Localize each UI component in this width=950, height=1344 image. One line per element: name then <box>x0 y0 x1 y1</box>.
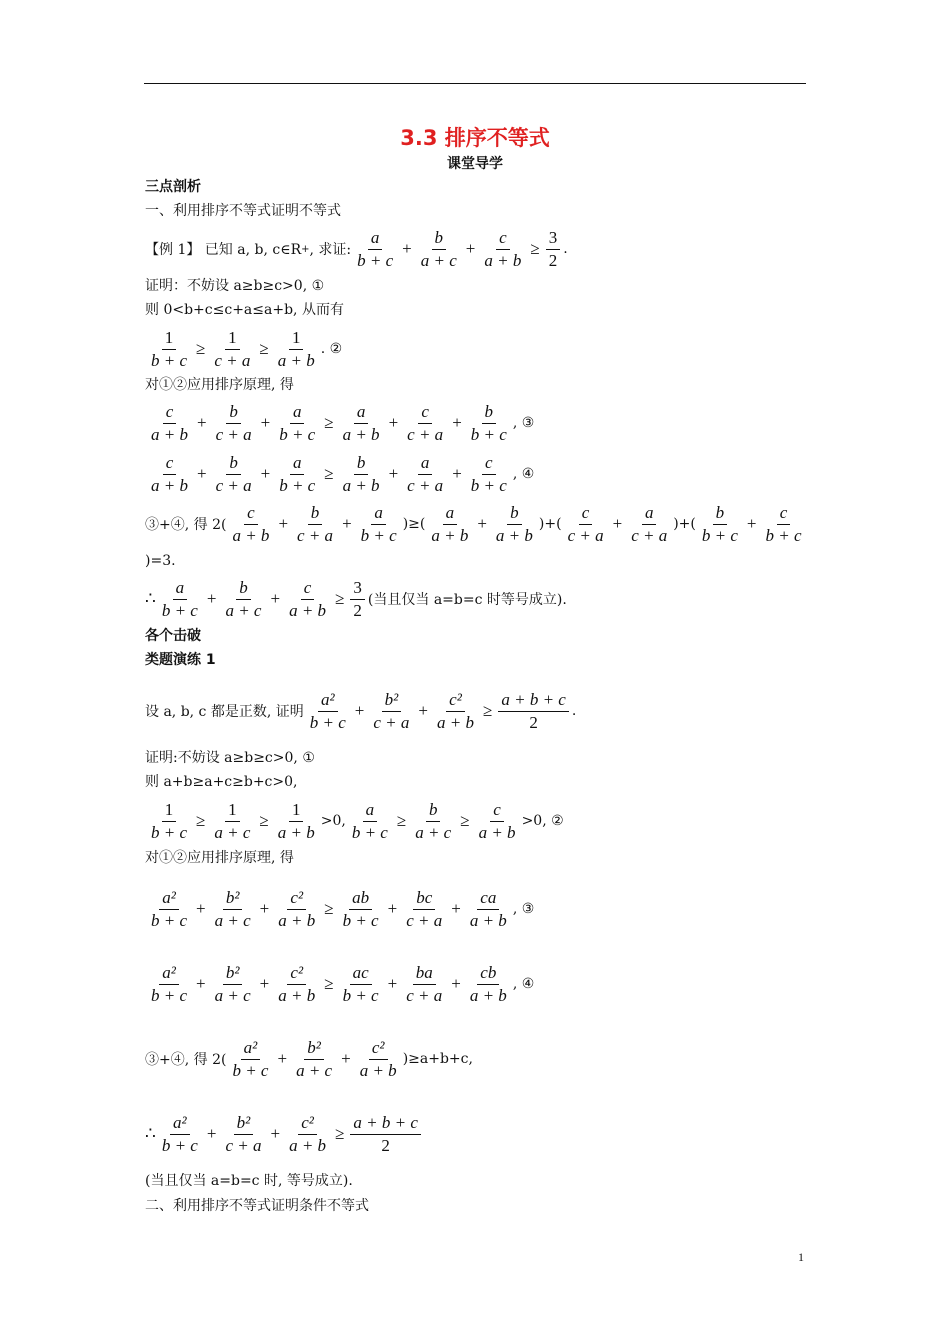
fraction-numerator: a <box>363 799 378 822</box>
math-operator: + <box>387 974 398 993</box>
proof2-eq4: $\frac{\text{a²}}{b + c}$ + $\frac{\text{b²}}{a + c}$ + $\frac{\text{c²}}{a + b}$ ≥ $\frac{ac}{b + c}$ + $\frac{ba}{c + a}$ + $\frac{cb}{a + b}$ , ④ <box>145 957 534 1011</box>
fraction-denominator: b + c <box>279 424 316 444</box>
fraction-denominator: b + c <box>151 350 188 370</box>
math-operator: + <box>387 899 398 918</box>
fraction-numerator: a² <box>170 1112 190 1135</box>
fraction-denominator: a + b <box>495 525 533 545</box>
fraction-numerator: c <box>482 452 496 475</box>
fraction <box>498 689 569 734</box>
proof1-line3: 对①②应用排序原理, 得 <box>145 377 294 393</box>
math-operator: + <box>388 413 399 432</box>
fraction <box>340 452 383 497</box>
fraction-denominator: 2 <box>381 1135 390 1155</box>
fraction <box>229 502 272 547</box>
fraction-denominator: a + b <box>478 822 516 842</box>
fraction <box>307 689 349 734</box>
fraction-numerator: b <box>507 502 522 525</box>
math-operator: ≥ <box>324 899 334 918</box>
fraction-denominator: c + a <box>214 350 251 370</box>
fraction <box>349 799 391 844</box>
fraction-denominator: 2 <box>353 600 362 620</box>
fraction <box>481 227 524 272</box>
fraction-numerator: c² <box>298 1112 317 1135</box>
math-operator: ≥ <box>335 589 345 608</box>
example1-label-tail: , 求证: <box>309 242 352 258</box>
fraction-denominator: b + c <box>342 985 379 1005</box>
fraction-numerator: a <box>642 502 657 525</box>
fraction-denominator: b + c <box>470 475 507 495</box>
fraction <box>222 1112 264 1157</box>
fraction <box>340 962 382 1007</box>
fraction <box>211 799 253 844</box>
fraction <box>699 502 741 547</box>
fraction-numerator: ca <box>477 887 499 910</box>
fraction <box>628 502 670 547</box>
fraction <box>148 799 190 844</box>
math-operator: ≥ <box>196 339 206 358</box>
fraction-denominator: a + b <box>278 985 316 1005</box>
fraction-numerator: b² <box>223 962 243 985</box>
fraction-numerator: b <box>308 502 323 525</box>
fraction <box>275 962 318 1007</box>
math-operator: ≥ <box>335 1124 345 1143</box>
fraction-denominator: b + c <box>309 712 346 732</box>
fraction-numerator: c <box>301 577 315 600</box>
fraction <box>350 1112 421 1157</box>
proof2-eq2: $\frac{1}{b + c}$ ≥ $\frac{1}{a + c}$ ≥ $\frac{1}{a + b}$ >0, $\frac{a}{b + c}$ ≥ $\frac{b}{a + c}$ ≥ $\frac{c}{a + b}$ >0, ② <box>145 794 564 848</box>
fraction-denominator: a + c <box>296 1060 333 1080</box>
fraction-numerator: a² <box>159 962 179 985</box>
fraction <box>275 799 318 844</box>
fraction <box>148 452 191 497</box>
fraction-denominator: c + a <box>297 525 334 545</box>
fraction-numerator: a <box>173 577 188 600</box>
fraction-denominator: a + b <box>289 600 327 620</box>
fraction <box>148 401 191 446</box>
fraction-denominator: a + b <box>289 1135 327 1155</box>
math-operator: + <box>270 589 281 608</box>
proof2-note: (当且仅当 a=b=c 时, 等号成立). <box>145 1173 353 1189</box>
page-title: 3.3 排序不等式 <box>400 126 550 150</box>
math-operator: + <box>260 464 271 483</box>
part2-heading: 二、利用排序不等式证明条件不等式 <box>145 1198 369 1214</box>
fraction <box>404 401 446 446</box>
fraction <box>358 502 400 547</box>
proof1-eq5-tail: )=3. <box>145 553 176 569</box>
math-operator: ≥ <box>396 811 407 830</box>
math-operator: + <box>196 413 207 432</box>
fraction-numerator: a² <box>241 1037 261 1060</box>
problem2-statement: 设 a, b, c 都是正数, 证明 $\frac{\text{a²}}{b + c}$ + $\frac{\text{b²}}{c + a}$ + $\frac{\text{c²}}{a + b}$ ≥ $\frac{a + b + c}{2}$ . <box>145 689 577 732</box>
fraction-denominator: 2 <box>548 250 558 270</box>
section-heading-leiti: 类题演练 1 <box>145 652 216 668</box>
fraction <box>418 227 460 272</box>
fraction-denominator: a + b <box>359 1060 397 1080</box>
math-operator: + <box>451 974 461 993</box>
fraction-numerator: 1 <box>162 327 177 350</box>
fraction-denominator: b + c <box>151 822 188 842</box>
fraction <box>148 327 190 372</box>
fraction-numerator: c <box>418 401 432 424</box>
fraction-numerator: 3 <box>350 577 365 600</box>
fraction-numerator: ab <box>349 887 372 910</box>
math-operator: + <box>259 899 270 918</box>
proof2-line1: 证明:不妨设 a≥b≥c>0, ① <box>145 750 315 766</box>
fraction <box>763 502 805 547</box>
math-operator: + <box>206 589 217 608</box>
fraction-denominator: a + b <box>469 910 507 930</box>
fraction-numerator: b² <box>382 689 402 712</box>
fraction <box>412 799 454 844</box>
fraction-denominator: a + c <box>214 910 251 930</box>
fraction-numerator: a + b + c <box>350 1112 421 1135</box>
fraction-numerator: b <box>432 227 447 250</box>
fraction <box>403 887 445 932</box>
fraction-denominator: b + c <box>765 525 802 545</box>
fraction-denominator: a + b <box>437 712 474 732</box>
fraction-numerator: a² <box>159 887 179 910</box>
fraction-denominator: a + b <box>151 424 188 444</box>
math-operator: + <box>206 1124 217 1143</box>
header-rule <box>144 83 806 84</box>
page-number: 1 <box>798 1250 804 1264</box>
fraction-denominator: a + b <box>277 822 315 842</box>
fraction-numerator: 1 <box>225 799 240 822</box>
fraction-denominator: b + c <box>161 600 198 620</box>
fraction-denominator: c + a <box>567 525 604 545</box>
math-operator: + <box>402 239 412 258</box>
fraction <box>467 887 510 932</box>
fraction-numerator: b <box>226 452 241 475</box>
fraction <box>468 401 510 446</box>
proof2-eq5: ③+④, 得 2( $\frac{\text{a²}}{b + c}$ + $\frac{\text{b²}}{a + c}$ + $\frac{\text{c²}}{a + b}$ )≥a+b+c, <box>145 1037 473 1080</box>
proof1-eq5: ③+④, 得 2( $\frac{c}{a + b}$ + $\frac{b}{c + a}$ + $\frac{a}{b + c}$ )≥( $\frac{a}{a + b}$ + $\frac{b}{a + b}$ )+( $\frac{c}{c + a}$ + $\frac{a}{c + a}$ )+( $\frac{b}{b + c}$ + $\frac{c}{b + c}$ <box>145 497 808 551</box>
fraction-numerator: cb <box>477 962 499 985</box>
section-heading-gege: 各个击破 <box>145 628 201 644</box>
fraction-numerator: b <box>236 577 251 600</box>
fraction <box>212 962 254 1007</box>
fraction-denominator: b + c <box>151 985 188 1005</box>
fraction-numerator: 1 <box>225 327 240 350</box>
fraction-numerator: b <box>354 452 369 475</box>
fraction-numerator: bc <box>413 887 435 910</box>
fraction-denominator: c + a <box>631 525 668 545</box>
fraction <box>275 327 318 372</box>
fraction-numerator: ba <box>413 962 436 985</box>
fraction <box>493 502 536 547</box>
math-operator: ≥ <box>460 811 470 830</box>
fraction-numerator: a² <box>318 689 338 712</box>
fraction-numerator: a <box>443 502 458 525</box>
fraction-denominator: a + c <box>420 250 457 270</box>
fraction-denominator: b + c <box>161 1135 198 1155</box>
fraction-numerator: c <box>244 502 258 525</box>
fraction <box>213 401 255 446</box>
fraction <box>294 502 336 547</box>
fraction-denominator: b + c <box>351 822 388 842</box>
math-operator: + <box>259 974 270 993</box>
proof1-line1: 证明：不妨设 a≥b≥c>0, ① <box>145 278 325 294</box>
math-operator: + <box>354 701 365 720</box>
math-operator: + <box>196 974 206 993</box>
fraction-numerator: c <box>490 799 504 822</box>
fraction <box>357 1037 400 1082</box>
proof1-eq3: $\frac{c}{a + b}$ + $\frac{b}{c + a}$ + $\frac{a}{b + c}$ ≥ $\frac{a}{a + b}$ + $\frac{c}{c + a}$ + $\frac{b}{b + c}$ , ③ <box>145 396 534 450</box>
fraction-denominator: b + c <box>701 525 738 545</box>
fraction-numerator: ac <box>350 962 372 985</box>
fraction-denominator: b + c <box>279 475 316 495</box>
fraction <box>370 689 412 734</box>
math-operator: + <box>451 899 461 918</box>
fraction-numerator: b² <box>234 1112 254 1135</box>
fraction-denominator: a + b <box>469 985 507 1005</box>
proof1-eq4: $\frac{c}{a + b}$ + $\frac{b}{c + a}$ + $\frac{a}{b + c}$ ≥ $\frac{b}{a + b}$ + $\frac{a}{c + a}$ + $\frac{c}{b + c}$ , ④ <box>145 447 534 501</box>
math-operator: + <box>270 1124 281 1143</box>
proof1-line2: 则 0<b+c≤c+a≤a+b, 从而有 <box>145 302 344 318</box>
fraction <box>350 577 365 622</box>
fraction-denominator: a + b <box>342 475 380 495</box>
fraction-denominator: b + c <box>342 910 379 930</box>
fraction <box>476 799 519 844</box>
proof2-conclusion: ∴ $\frac{\text{a²}}{b + c}$ + $\frac{\text{b²}}{c + a}$ + $\frac{\text{c²}}{a + b}$ ≥ $\frac{a + b + c}{2}$ <box>145 1107 424 1161</box>
math-operator: + <box>452 464 462 483</box>
fraction-denominator: b + c <box>470 424 507 444</box>
fraction-numerator: a <box>371 502 386 525</box>
fraction-numerator: c² <box>369 1037 388 1060</box>
fraction-numerator: b <box>713 502 728 525</box>
fraction-numerator: b <box>426 799 441 822</box>
math-operator: ≥ <box>530 239 540 258</box>
fraction <box>286 1112 329 1157</box>
math-operator: + <box>260 413 271 432</box>
fraction-denominator: 2 <box>529 712 538 732</box>
example1-label: 【例 1】 已知 a, b, c∈R <box>145 242 302 258</box>
fraction-denominator: a + c <box>415 822 452 842</box>
proof2-line3: 对①②应用排序原理, 得 <box>145 850 294 866</box>
fraction-denominator: a + b <box>342 424 380 444</box>
fraction <box>148 887 190 932</box>
fraction-denominator: c + a <box>406 985 443 1005</box>
fraction <box>404 452 446 497</box>
fraction <box>276 401 318 446</box>
fraction <box>340 887 382 932</box>
fraction <box>148 962 190 1007</box>
fraction-numerator: a <box>290 452 305 475</box>
fraction-denominator: c + a <box>215 475 252 495</box>
fraction-numerator: 1 <box>289 799 304 822</box>
math-operator: + <box>418 701 429 720</box>
math-operator: + <box>388 464 399 483</box>
fraction-denominator: a + b <box>431 525 469 545</box>
fraction-denominator: a + b <box>278 910 316 930</box>
proof2-eq3: $\frac{\text{a²}}{b + c}$ + $\frac{\text{b²}}{a + c}$ + $\frac{\text{c²}}{a + b}$ ≥ $\frac{ab}{b + c}$ + $\frac{bc}{c + a}$ + $\frac{ca}{a + b}$ , ③ <box>145 882 534 936</box>
fraction-numerator: a <box>418 452 433 475</box>
math-operator: + <box>612 514 623 533</box>
math-operator: ≥ <box>324 464 334 483</box>
fraction-numerator: 1 <box>289 327 304 350</box>
fraction-numerator: c² <box>446 689 465 712</box>
fraction-denominator: c + a <box>406 910 443 930</box>
fraction <box>467 962 510 1007</box>
proof1-conclusion: ∴ $\frac{a}{b + c}$ + $\frac{b}{a + c}$ + $\frac{c}{a + b}$ ≥ $\frac{3}{2}$ (当且仅当 a=b=c 时等号成立). <box>145 577 567 620</box>
math-operator: + <box>278 514 289 533</box>
fraction-numerator: c² <box>287 887 306 910</box>
math-operator: + <box>341 1049 351 1068</box>
fraction-denominator: a + b <box>277 350 315 370</box>
fraction <box>546 227 561 272</box>
fraction <box>229 1037 271 1082</box>
fraction-numerator: a <box>368 227 383 250</box>
math-operator: + <box>465 239 476 258</box>
fraction <box>222 577 264 622</box>
example1-statement: 【例 1】 已知 a, b, c∈R + , 求证: $\frac{a}{b + c}$ + $\frac{b}{a + c}$ + $\frac{c}{a + b}$ ≥ $\frac{3}{2}$ . <box>145 227 568 270</box>
page-subtitle: 课堂导学 <box>447 156 503 172</box>
fraction <box>403 962 445 1007</box>
fraction-denominator: a + b <box>484 250 522 270</box>
fraction <box>212 887 254 932</box>
part1-heading: 一、利用排序不等式证明不等式 <box>145 203 341 219</box>
fraction-denominator: c + a <box>215 424 252 444</box>
fraction <box>340 401 383 446</box>
fraction-denominator: c + a <box>407 475 444 495</box>
fraction <box>428 502 471 547</box>
math-operator: + <box>277 1049 288 1068</box>
math-operator: ≥ <box>196 811 206 830</box>
fraction-numerator: a <box>354 401 369 424</box>
math-operator: + <box>196 899 206 918</box>
fraction <box>354 227 396 272</box>
fraction-numerator: c <box>777 502 791 525</box>
fraction-denominator: a + c <box>214 822 251 842</box>
fraction <box>159 1112 201 1157</box>
fraction-numerator: c² <box>287 962 306 985</box>
proof2-line2: 则 a+b≥a+c≥b+c>0, <box>145 774 298 790</box>
math-operator: ≥ <box>259 339 269 358</box>
fraction <box>275 887 318 932</box>
math-operator: + <box>452 413 462 432</box>
fraction-denominator: a + b <box>151 475 188 495</box>
fraction-numerator: a <box>290 401 305 424</box>
fraction-denominator: b + c <box>360 525 397 545</box>
fraction-denominator: a + c <box>225 600 262 620</box>
fraction-denominator: b + c <box>357 250 394 270</box>
fraction-denominator: a + c <box>214 985 251 1005</box>
fraction-denominator: c + a <box>373 712 410 732</box>
fraction-numerator: b² <box>223 887 243 910</box>
fraction-denominator: c + a <box>225 1135 262 1155</box>
fraction-denominator: b + c <box>232 1060 269 1080</box>
math-operator: + <box>746 514 757 533</box>
math-operator: + <box>342 514 352 533</box>
math-operator: ≥ <box>324 413 334 432</box>
fraction <box>286 577 329 622</box>
fraction <box>159 577 201 622</box>
math-operator: ≥ <box>483 701 493 720</box>
fraction <box>434 689 477 734</box>
fraction-numerator: 1 <box>162 799 177 822</box>
math-operator: + <box>477 514 487 533</box>
math-operator: + <box>196 464 207 483</box>
proof1-eq2: $\frac{1}{b + c}$ ≥ $\frac{1}{c + a}$ ≥ $\frac{1}{a + b}$ . ② <box>145 322 342 376</box>
fraction-denominator: b + c <box>151 910 188 930</box>
fraction <box>211 327 253 372</box>
fraction-numerator: c <box>163 401 177 424</box>
fraction-numerator: b <box>482 401 497 424</box>
fraction <box>213 452 255 497</box>
math-operator: ≥ <box>259 811 269 830</box>
fraction-numerator: 3 <box>546 227 561 250</box>
fraction <box>276 452 318 497</box>
fraction <box>293 1037 335 1082</box>
fraction-numerator: c <box>496 227 510 250</box>
fraction-denominator: a + b <box>232 525 270 545</box>
fraction <box>468 452 510 497</box>
fraction-numerator: c <box>579 502 593 525</box>
fraction-numerator: b <box>226 401 241 424</box>
fraction <box>565 502 607 547</box>
fraction-denominator: c + a <box>407 424 444 444</box>
example1-label-sup: + <box>301 243 310 255</box>
section-heading-sanqian: 三点剖析 <box>145 179 201 195</box>
fraction-numerator: c <box>163 452 177 475</box>
math-operator: ≥ <box>324 974 334 993</box>
fraction-numerator: a + b + c <box>498 689 569 712</box>
fraction-numerator: b² <box>304 1037 324 1060</box>
